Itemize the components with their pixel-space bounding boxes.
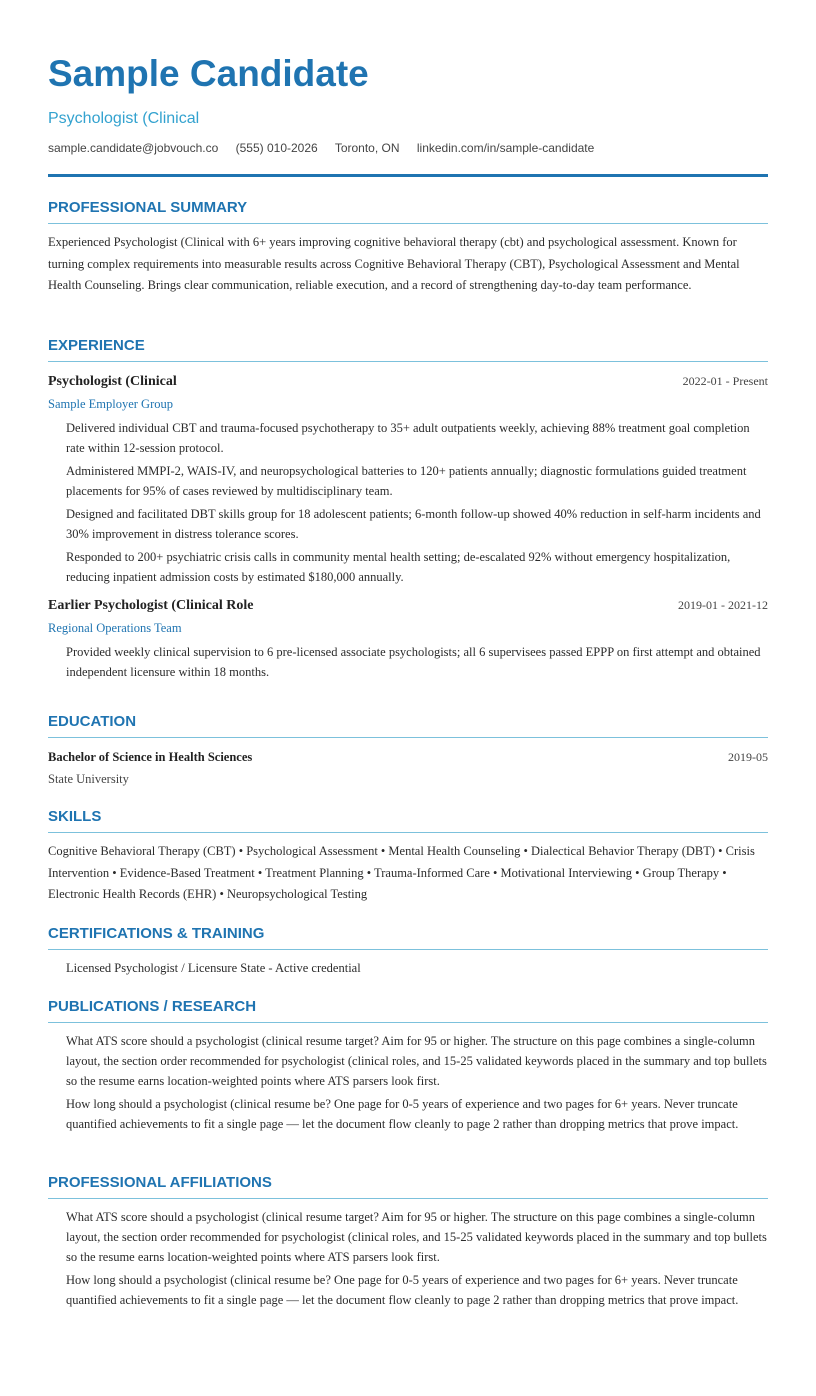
section-divider (48, 1022, 768, 1023)
summary-text: Experienced Psychologist (Clinical with 6+ years improving cognitive behavioral therapy (cbt) and psychological assessment. Known for turning complex requirements into measurable results across Cognitive Behavioral Therapy (CBT), Psychological Assessment and Mental Health Counseling. Brings clear communication, reliable execution, and a record of strengthening day-to-day team performance. (48, 235, 740, 292)
job-entry (48, 372, 768, 587)
job-bullets (48, 642, 768, 682)
list-item: Responded to 200+ psychiatric crisis calls in community mental health setting; de-escalated 92% without emergency hospitalization, reducing inpatient admission costs by estimated $180,000 annually. (66, 550, 731, 584)
experience-section (48, 337, 768, 685)
section-heading: SKILLS (48, 808, 102, 825)
list-item: Delivered individual CBT and trauma-focused psychotherapy to 35+ adult outpatients weekly, achieving 88% treatment goal completion rate within 12-session protocol. (66, 421, 750, 455)
section-heading: CERTIFICATIONS & TRAINING (48, 925, 265, 942)
list-item: What ATS score should a psychologist (clinical resume target? Aim for 95 or higher. The structure on this page combines a single-column layout, the section order recommended for psychologist (clinical roles, and 15-25 validated keywords placed in the summary and top bullets so the resume earns location-weighted points where ATS parsers look first. (66, 1034, 767, 1088)
affiliations-list (48, 1207, 768, 1310)
contact-location: Toronto, ON (334, 141, 400, 155)
candidate-name: Sample Candidate (48, 53, 369, 94)
job-employer: Regional Operations Team (48, 621, 182, 635)
job-title: Psychologist (Clinical (48, 374, 177, 389)
list-item: Provided weekly clinical supervision to 6 pre-licensed associate psychologists; all 6 supervisees passed EPPP on first attempt and obtained independent licensure within 18 months. (66, 645, 761, 679)
education-degree: Bachelor of Science in Health Sciences (48, 750, 253, 764)
section-heading: EDUCATION (48, 713, 137, 730)
publications-section (48, 998, 768, 1137)
job-bullets (48, 418, 768, 587)
job-title: Earlier Psychologist (Clinical Role (48, 598, 254, 613)
certifications-list (48, 958, 768, 978)
candidate-title: Psychologist (Clinical (48, 110, 200, 127)
summary-section (48, 199, 768, 297)
section-divider (48, 832, 768, 833)
job-dates: 2019-01 - 2021-12 (678, 598, 768, 612)
contact-linkedin[interactable]: linkedin.com/in/sample-candidate (416, 141, 595, 155)
section-heading: PROFESSIONAL SUMMARY (48, 199, 248, 216)
publications-list (48, 1031, 768, 1134)
section-divider (48, 949, 768, 950)
job-employer: Sample Employer Group (48, 397, 173, 411)
contact-line (48, 140, 608, 156)
list-item: Administered MMPI-2, WAIS-IV, and neuropsychological batteries to 120+ patients annually; diagnostic formulations guided treatment placements for 95% of cases reviewed by multidisciplinary team. (66, 464, 747, 498)
section-divider (48, 361, 768, 362)
header-divider (48, 174, 768, 177)
skills-section (48, 808, 768, 906)
education-section (48, 713, 768, 788)
certifications-section (48, 925, 768, 981)
job-entry (48, 596, 768, 682)
job-dates: 2022-01 - Present (682, 374, 768, 388)
list-item: How long should a psychologist (clinical resume be? One page for 0-5 years of experience and two pages for 6+ years. Never truncate quantified achievements to fit a single page — let the document flow cleanly to page 2 rather than dropping metrics that prove impact. (66, 1097, 739, 1131)
education-date: 2019-05 (728, 750, 768, 764)
section-divider (48, 223, 768, 224)
list-item: What ATS score should a psychologist (clinical resume target? Aim for 95 or higher. The structure on this page combines a single-column layout, the section order recommended for psychologist (clinical roles, and 15-25 validated keywords placed in the summary and top bullets so the resume earns location-weighted points where ATS parsers look first. (66, 1210, 767, 1264)
affiliations-section (48, 1174, 768, 1313)
section-heading: PROFESSIONAL AFFILIATIONS (48, 1174, 272, 1191)
education-school: State University (48, 772, 129, 786)
contact-phone: (555) 010-2026 (235, 141, 318, 155)
section-heading: EXPERIENCE (48, 337, 145, 354)
list-item: Licensed Psychologist / Licensure State - Active credential (66, 961, 361, 975)
section-divider (48, 1198, 768, 1199)
section-heading: PUBLICATIONS / RESEARCH (48, 998, 257, 1015)
list-item: How long should a psychologist (clinical resume be? One page for 0-5 years of experience and two pages for 6+ years. Never truncate quantified achievements to fit a single page — let the document flow cleanly to page 2 rather than dropping metrics that prove impact. (66, 1273, 739, 1307)
skills-text: Cognitive Behavioral Therapy (CBT) • Psychological Assessment • Mental Health Counseling • Dialectical Behavior Therapy (DBT) • Crisis Intervention • Evidence-Based Treatment • Treatment Planning • Trauma-Informed Care • Motivational Interviewing • Group Therapy • Electronic Health Records (EHR) • Neuropsychological Testing (48, 844, 755, 901)
section-divider (48, 737, 768, 738)
contact-email[interactable]: sample.candidate@jobvouch.co (48, 141, 219, 155)
list-item: Designed and facilitated DBT skills group for 18 adolescent patients; 6-month follow-up showed 40% reduction in self-harm incidents and 30% improvement in distress tolerance scores. (66, 507, 761, 541)
